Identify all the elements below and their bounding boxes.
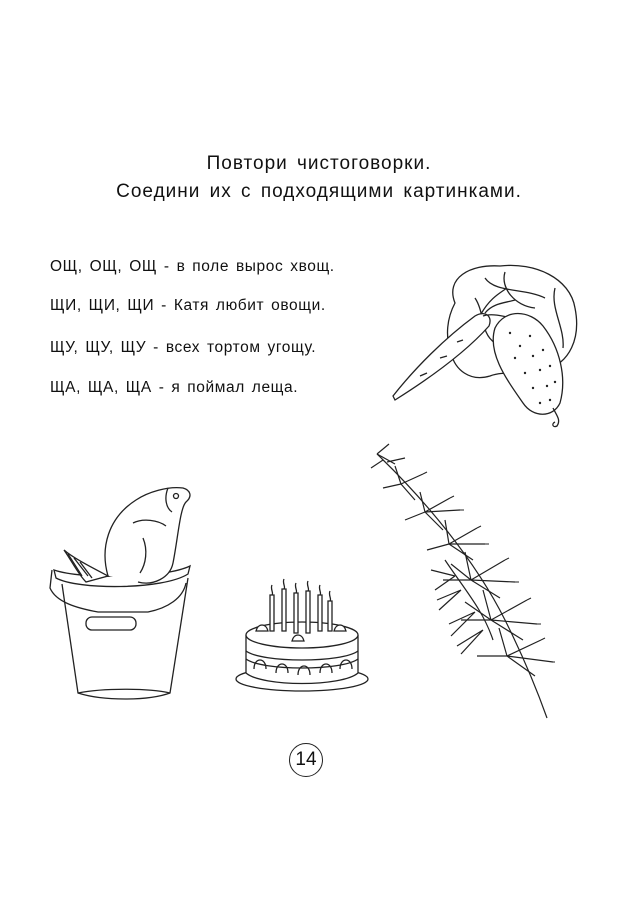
tongue-twister-horsetail: ОЩ, ОЩ, ОЩ - в поле вырос хвощ. [50, 258, 335, 275]
fish-in-bucket-icon [48, 478, 198, 703]
horsetail-plant-icon [365, 440, 555, 720]
instruction-title: Повтори чистоговорки. [206, 153, 432, 174]
page-number-badge: 14 [289, 743, 323, 777]
tongue-twister-cake: ЩУ, ЩУ, ЩУ - всех тортом угощу. [50, 339, 317, 356]
tongue-twister-vegetables: ЩИ, ЩИ, ЩИ - Катя любит овощи. [50, 297, 326, 314]
birthday-cake-icon [232, 573, 372, 697]
instruction-subtitle: Соедини их с подходящими картинками. [116, 181, 522, 202]
vegetables-icon [385, 258, 585, 430]
tongue-twister-bream: ЩА, ЩА, ЩА - я поймал леща. [50, 379, 299, 396]
